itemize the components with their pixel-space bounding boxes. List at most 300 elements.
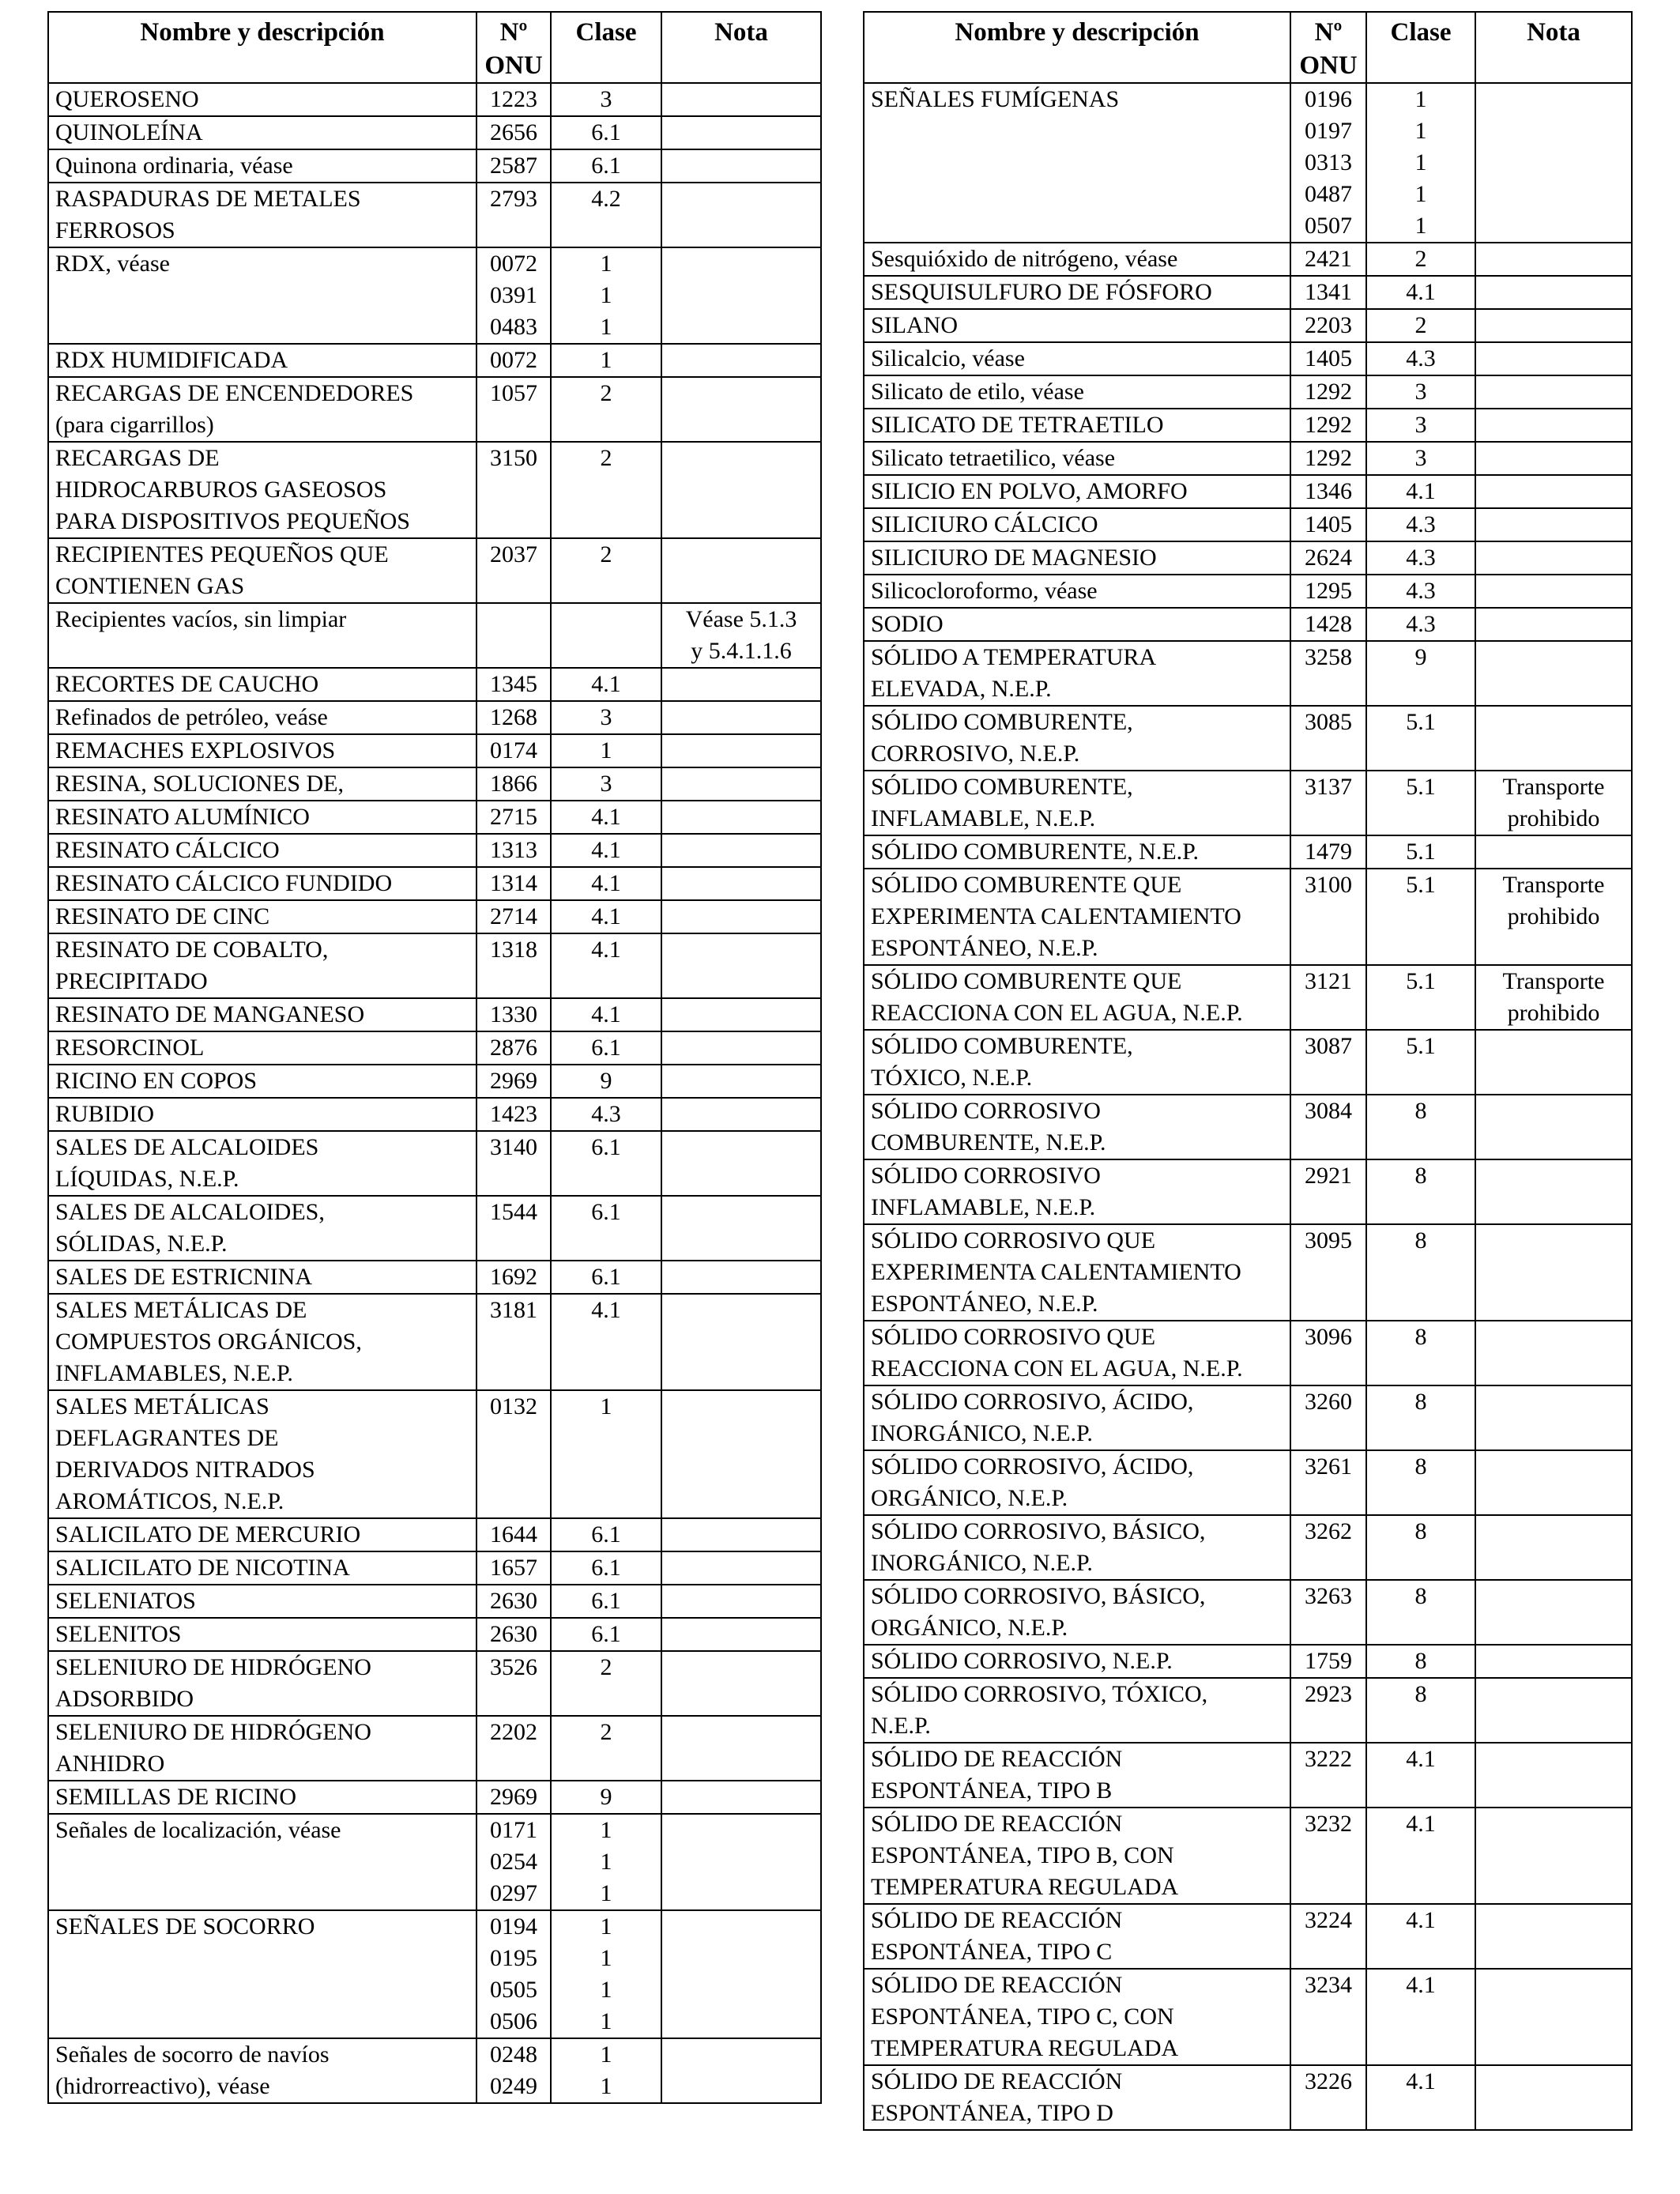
un-number-cell: 1318: [477, 933, 551, 998]
class-cell: 3: [551, 701, 661, 734]
note-cell: [1475, 1450, 1632, 1515]
class-cell: 5.1: [1366, 965, 1475, 1030]
un-number-cell: 3258: [1290, 641, 1366, 706]
substance-name-cell: SILICIURO CÁLCICO: [864, 508, 1290, 541]
class-cell: 6.1: [551, 1585, 661, 1618]
substance-name-cell: SÓLIDO CORROSIVO COMBURENTE, N.E.P.: [864, 1095, 1290, 1159]
note-cell: [661, 442, 821, 538]
substance-name-cell: RESINATO DE COBALTO, PRECIPITADO: [48, 933, 477, 998]
table-row: [48, 1065, 821, 1098]
note-cell: [1475, 1743, 1632, 1808]
table-row: [864, 706, 1632, 771]
note-cell: [1475, 2065, 1632, 2130]
class-cell: 6.1: [551, 116, 661, 149]
table-row: [864, 1904, 1632, 1969]
substance-name-cell: QUEROSENO: [48, 83, 477, 116]
table-row: [48, 1781, 821, 1814]
header-row: [864, 12, 1632, 83]
un-number-cell: 1692: [477, 1261, 551, 1294]
substance-name-cell: SÓLIDO COMBURENTE QUE EXPERIMENTA CALENTAMIENTO ESPONTÁNEO, N.E.P.: [864, 869, 1290, 965]
table-row: [48, 1716, 821, 1781]
substance-name-cell: RDX, véase: [48, 247, 477, 344]
un-number-cell: 3121: [1290, 965, 1366, 1030]
substance-name-cell: SELENITOS: [48, 1618, 477, 1651]
class-cell: 2: [551, 377, 661, 442]
substance-name-cell: RECORTES DE CAUCHO: [48, 668, 477, 701]
table-row: [48, 1390, 821, 1518]
note-cell: [661, 1585, 821, 1618]
note-cell: [661, 1618, 821, 1651]
un-number-cell: 2203: [1290, 309, 1366, 342]
un-number-cell: 1292: [1290, 375, 1366, 409]
substance-name-cell: RESINATO ALUMÍNICO: [48, 801, 477, 834]
class-cell: 8: [1366, 1095, 1475, 1159]
un-number-cell: 1657: [477, 1551, 551, 1585]
note-cell: Transporte prohibido: [1475, 965, 1632, 1030]
table-row: [48, 442, 821, 538]
un-number-cell: 1341: [1290, 276, 1366, 309]
substance-name-cell: SÓLIDO COMBURENTE, INFLAMABLE, N.E.P.: [864, 771, 1290, 835]
note-cell: [661, 247, 821, 344]
class-cell: 4.1: [551, 668, 661, 701]
class-cell: 4.1: [551, 933, 661, 998]
table-row: [48, 998, 821, 1031]
class-cell: 2: [551, 538, 661, 603]
table-row: [48, 344, 821, 377]
table-row: [48, 247, 821, 344]
class-cell: 4.3: [1366, 508, 1475, 541]
class-cell: 5.1: [1366, 869, 1475, 965]
table-row: [864, 375, 1632, 409]
table-row: [48, 933, 821, 998]
substance-name-cell: Señales de socorro de navíos (hidrorreactivo), véase: [48, 2038, 477, 2103]
header-row: [48, 12, 821, 83]
table-row: [864, 771, 1632, 835]
substance-name-cell: REMACHES EXPLOSIVOS: [48, 734, 477, 767]
un-number-cell: 2714: [477, 900, 551, 933]
header-onu: Nº ONU: [1290, 12, 1366, 83]
table-row: [864, 1645, 1632, 1678]
un-number-cell: 2037: [477, 538, 551, 603]
table-row: [48, 1551, 821, 1585]
class-cell: 2: [551, 1651, 661, 1716]
substance-name-cell: SILANO: [864, 309, 1290, 342]
un-number-cell: 3260: [1290, 1385, 1366, 1450]
substance-name-cell: SODIO: [864, 608, 1290, 641]
un-number-cell: 3224: [1290, 1904, 1366, 1969]
note-cell: [661, 668, 821, 701]
class-cell: 4.1: [1366, 276, 1475, 309]
substance-name-cell: SÓLIDO COMBURENTE, N.E.P.: [864, 835, 1290, 869]
table-row: [48, 734, 821, 767]
note-cell: [661, 1294, 821, 1390]
substance-name-cell: SÓLIDO CORROSIVO, BÁSICO, ORGÁNICO, N.E.P.: [864, 1580, 1290, 1645]
class-cell: 3: [551, 767, 661, 801]
class-cell: 3: [1366, 375, 1475, 409]
note-cell: [1475, 475, 1632, 508]
class-cell: 1 1 1: [551, 247, 661, 344]
un-number-cell: 3226: [1290, 2065, 1366, 2130]
substance-name-cell: SEÑALES DE SOCORRO: [48, 1910, 477, 2038]
table-row: [48, 1294, 821, 1390]
un-number-cell: 1292: [1290, 409, 1366, 442]
note-cell: [661, 1390, 821, 1518]
un-number-cell: 1295: [1290, 575, 1366, 608]
substance-name-cell: RESINATO DE MANGANESO: [48, 998, 477, 1031]
note-cell: [661, 1651, 821, 1716]
class-cell: 8: [1366, 1450, 1475, 1515]
class-cell: 4.1: [551, 1294, 661, 1390]
substance-name-cell: RESINATO CÁLCICO FUNDIDO: [48, 867, 477, 900]
class-cell: 6.1: [551, 1196, 661, 1261]
note-cell: [661, 1065, 821, 1098]
note-cell: [661, 344, 821, 377]
table-row: [48, 116, 821, 149]
table-row: [48, 1585, 821, 1618]
class-cell: 4.3: [551, 1098, 661, 1131]
table-row: [864, 1385, 1632, 1450]
substance-name-cell: Silicalcio, véase: [864, 342, 1290, 375]
note-cell: [661, 2038, 821, 2103]
class-cell: 8: [1366, 1159, 1475, 1224]
note-cell: [1475, 1678, 1632, 1743]
un-number-cell: 0072 0391 0483: [477, 247, 551, 344]
substance-name-cell: SÓLIDO CORROSIVO INFLAMABLE, N.E.P.: [864, 1159, 1290, 1224]
substance-name-cell: RECARGAS DE ENCENDEDORES (para cigarrillos): [48, 377, 477, 442]
substance-name-cell: RUBIDIO: [48, 1098, 477, 1131]
substance-name-cell: Señales de localización, véase: [48, 1814, 477, 1910]
table-row: [864, 835, 1632, 869]
table-row: [864, 409, 1632, 442]
class-cell: 1 1 1 1 1: [1366, 83, 1475, 243]
table-row: [48, 1196, 821, 1261]
table-row: [864, 243, 1632, 276]
class-cell: 2: [1366, 243, 1475, 276]
class-cell: 4.1: [551, 998, 661, 1031]
note-cell: [661, 900, 821, 933]
table-row: [48, 801, 821, 834]
substance-name-cell: Silicato tetraetilico, véase: [864, 442, 1290, 475]
substance-name-cell: SALES DE ALCALOIDES, SÓLIDAS, N.E.P.: [48, 1196, 477, 1261]
table-row: [48, 701, 821, 734]
substance-name-cell: SÓLIDO CORROSIVO, BÁSICO, INORGÁNICO, N.E.P.: [864, 1515, 1290, 1580]
class-cell: 1: [551, 734, 661, 767]
substance-name-cell: SÓLIDO CORROSIVO, N.E.P.: [864, 1645, 1290, 1678]
note-cell: [1475, 1385, 1632, 1450]
un-number-cell: 3263: [1290, 1580, 1366, 1645]
un-number-cell: 1223: [477, 83, 551, 116]
table-row: [48, 1814, 821, 1910]
substance-name-cell: SÓLIDO DE REACCIÓN ESPONTÁNEA, TIPO C, CON TEMPERATURA REGULADA: [864, 1969, 1290, 2065]
note-cell: [1475, 1645, 1632, 1678]
table-row: [864, 1224, 1632, 1321]
table-row: [48, 834, 821, 867]
note-cell: [661, 538, 821, 603]
header-name: Nombre y descripción: [48, 12, 477, 83]
substance-name-cell: RESORCINOL: [48, 1031, 477, 1065]
substance-name-cell: SÓLIDO CORROSIVO, TÓXICO, N.E.P.: [864, 1678, 1290, 1743]
class-cell: 4.3: [1366, 541, 1475, 575]
substance-name-cell: RESINA, SOLUCIONES DE,: [48, 767, 477, 801]
table-row: [48, 538, 821, 603]
substance-name-cell: SALICILATO DE NICOTINA: [48, 1551, 477, 1585]
note-cell: [661, 933, 821, 998]
note-cell: [1475, 1904, 1632, 1969]
table-row: [48, 83, 821, 116]
class-cell: 6.1: [551, 1261, 661, 1294]
header-nota: Nota: [1475, 12, 1632, 83]
substance-name-cell: SÓLIDO CORROSIVO QUE REACCIONA CON EL AGUA, N.E.P.: [864, 1321, 1290, 1385]
table-row: [864, 1515, 1632, 1580]
un-number-cell: 2421: [1290, 243, 1366, 276]
substance-name-cell: SALES METÁLICAS DE COMPUESTOS ORGÁNICOS, INFLAMABLES, N.E.P.: [48, 1294, 477, 1390]
table-row: [864, 309, 1632, 342]
substance-name-cell: SELENIATOS: [48, 1585, 477, 1618]
note-cell: [661, 1196, 821, 1261]
substance-name-cell: SELENIURO DE HIDRÓGENO ADSORBIDO: [48, 1651, 477, 1716]
un-number-cell: 3140: [477, 1131, 551, 1196]
un-number-cell: 1759: [1290, 1645, 1366, 1678]
class-cell: 4.1: [551, 801, 661, 834]
substance-name-cell: Recipientes vacíos, sin limpiar: [48, 603, 477, 668]
class-cell: 9: [1366, 641, 1475, 706]
note-cell: [1475, 1515, 1632, 1580]
substance-name-cell: Quinona ordinaria, véase: [48, 149, 477, 183]
substance-name-cell: SÓLIDO DE REACCIÓN ESPONTÁNEA, TIPO B: [864, 1743, 1290, 1808]
note-cell: [661, 1910, 821, 2038]
class-cell: 3: [1366, 442, 1475, 475]
table-row: [48, 1031, 821, 1065]
substance-name-cell: QUINOLEÍNA: [48, 116, 477, 149]
note-cell: [1475, 1580, 1632, 1645]
class-cell: 4.2: [551, 183, 661, 247]
un-number-cell: 2587: [477, 149, 551, 183]
un-number-cell: 3181: [477, 1294, 551, 1390]
note-cell: [661, 1716, 821, 1781]
note-cell: [1475, 375, 1632, 409]
substance-name-cell: RICINO EN COPOS: [48, 1065, 477, 1098]
substance-name-cell: SÓLIDO CORROSIVO, ÁCIDO, INORGÁNICO, N.E.P.: [864, 1385, 1290, 1450]
un-number-cell: 0248 0249: [477, 2038, 551, 2103]
class-cell: 9: [551, 1781, 661, 1814]
class-cell: 2: [551, 1716, 661, 1781]
un-number-cell: 1866: [477, 767, 551, 801]
substances-table-right: [863, 11, 1633, 2131]
note-cell: [661, 867, 821, 900]
substance-name-cell: SILICATO DE TETRAETILO: [864, 409, 1290, 442]
un-number-cell: 0194 0195 0505 0506: [477, 1910, 551, 2038]
substance-name-cell: SALES DE ALCALOIDES LÍQUIDAS, N.E.P.: [48, 1131, 477, 1196]
class-cell: 8: [1366, 1645, 1475, 1678]
table-row: [864, 1678, 1632, 1743]
substance-name-cell: SÓLIDO DE REACCIÓN ESPONTÁNEA, TIPO B, CON TEMPERATURA REGULADA: [864, 1808, 1290, 1904]
table-row: [48, 867, 821, 900]
substance-name-cell: Silicocloroformo, véase: [864, 575, 1290, 608]
substance-name-cell: SÓLIDO DE REACCIÓN ESPONTÁNEA, TIPO C: [864, 1904, 1290, 1969]
substance-name-cell: SÓLIDO A TEMPERATURA ELEVADA, N.E.P.: [864, 641, 1290, 706]
table-row: [864, 276, 1632, 309]
class-cell: 5.1: [1366, 1030, 1475, 1095]
un-number-cell: 0174: [477, 734, 551, 767]
table-row: [864, 2065, 1632, 2130]
un-number-cell: 3084: [1290, 1095, 1366, 1159]
substances-table-left: [47, 11, 822, 2104]
un-number-cell: 3150: [477, 442, 551, 538]
un-number-cell: 0132: [477, 1390, 551, 1518]
class-cell: 1 1 1 1: [551, 1910, 661, 2038]
class-cell: 4.1: [551, 867, 661, 900]
un-number-cell: 1313: [477, 834, 551, 867]
substance-name-cell: SÓLIDO COMBURENTE QUE REACCIONA CON EL AGUA, N.E.P.: [864, 965, 1290, 1030]
note-cell: [661, 1551, 821, 1585]
un-number-cell: 1345: [477, 668, 551, 701]
table-row: [864, 641, 1632, 706]
class-cell: 4.1: [1366, 2065, 1475, 2130]
un-number-cell: 2793: [477, 183, 551, 247]
class-cell: 5.1: [1366, 771, 1475, 835]
un-number-cell: 1057: [477, 377, 551, 442]
un-number-cell: 1405: [1290, 508, 1366, 541]
un-number-cell: 2630: [477, 1618, 551, 1651]
note-cell: [1475, 1095, 1632, 1159]
class-cell: 5.1: [1366, 706, 1475, 771]
note-cell: [1475, 508, 1632, 541]
substance-name-cell: SALES DE ESTRICNINA: [48, 1261, 477, 1294]
note-cell: [1475, 541, 1632, 575]
substance-name-cell: Refinados de petróleo, veáse: [48, 701, 477, 734]
table-row: [48, 1618, 821, 1651]
table-row: [48, 377, 821, 442]
un-number-cell: 3137: [1290, 771, 1366, 835]
un-number-cell: 3261: [1290, 1450, 1366, 1515]
note-cell: [661, 767, 821, 801]
class-cell: 2: [1366, 309, 1475, 342]
table-row: [48, 1910, 821, 2038]
class-cell: 1: [551, 344, 661, 377]
note-cell: [661, 149, 821, 183]
class-cell: 6.1: [551, 1618, 661, 1651]
table-row: [864, 575, 1632, 608]
un-number-cell: 3262: [1290, 1515, 1366, 1580]
class-cell: 8: [1366, 1580, 1475, 1645]
note-cell: [661, 834, 821, 867]
un-number-cell: 2923: [1290, 1678, 1366, 1743]
substance-name-cell: SILICIO EN POLVO, AMORFO: [864, 475, 1290, 508]
un-number-cell: 1405: [1290, 342, 1366, 375]
note-cell: [1475, 309, 1632, 342]
class-cell: 4.1: [1366, 1743, 1475, 1808]
un-number-cell: 2624: [1290, 541, 1366, 575]
class-cell: 4.1: [1366, 475, 1475, 508]
table-row: [48, 1131, 821, 1196]
table-body-right: [864, 83, 1632, 2130]
note-cell: [661, 1781, 821, 1814]
table-row: [48, 603, 821, 668]
class-cell: 1 1: [551, 2038, 661, 2103]
substance-name-cell: SÓLIDO DE REACCIÓN ESPONTÁNEA, TIPO D: [864, 2065, 1290, 2130]
class-cell: 6.1: [551, 1551, 661, 1585]
class-cell: 4.1: [1366, 1808, 1475, 1904]
note-cell: [661, 1031, 821, 1065]
table-row: [864, 1321, 1632, 1385]
note-cell: [1475, 1808, 1632, 1904]
note-cell: [661, 701, 821, 734]
un-number-cell: 1544: [477, 1196, 551, 1261]
un-number-cell: 2656: [477, 116, 551, 149]
class-cell: 1: [551, 1390, 661, 1518]
substance-name-cell: SÓLIDO CORROSIVO QUE EXPERIMENTA CALENTAMIENTO ESPONTÁNEO, N.E.P.: [864, 1224, 1290, 1321]
un-number-cell: 1428: [1290, 608, 1366, 641]
header-name: Nombre y descripción: [864, 12, 1290, 83]
un-number-cell: 3232: [1290, 1808, 1366, 1904]
table-row: [864, 1743, 1632, 1808]
substance-name-cell: SELENIURO DE HIDRÓGENO ANHIDRO: [48, 1716, 477, 1781]
un-number-cell: 1644: [477, 1518, 551, 1551]
class-cell: 2: [551, 442, 661, 538]
substance-name-cell: RESINATO DE CINC: [48, 900, 477, 933]
table-row: [48, 2038, 821, 2103]
class-cell: 6.1: [551, 1131, 661, 1196]
note-cell: [1475, 342, 1632, 375]
note-cell: [661, 801, 821, 834]
table-row: [864, 442, 1632, 475]
note-cell: [661, 183, 821, 247]
class-cell: 8: [1366, 1515, 1475, 1580]
table-row: [864, 608, 1632, 641]
note-cell: [1475, 83, 1632, 243]
table-row: [864, 1159, 1632, 1224]
un-number-cell: 0171 0254 0297: [477, 1814, 551, 1910]
note-cell: [1475, 1030, 1632, 1095]
un-number-cell: 2969: [477, 1781, 551, 1814]
class-cell: 8: [1366, 1224, 1475, 1321]
substance-name-cell: RECARGAS DE HIDROCARBUROS GASEOSOS PARA DISPOSITIVOS PEQUEÑOS: [48, 442, 477, 538]
table-row: [48, 668, 821, 701]
note-cell: [1475, 706, 1632, 771]
table-row: [864, 508, 1632, 541]
un-number-cell: [477, 603, 551, 668]
class-cell: 4.3: [1366, 575, 1475, 608]
note-cell: [661, 1814, 821, 1910]
table-row: [864, 1030, 1632, 1095]
un-number-cell: 1292: [1290, 442, 1366, 475]
substance-name-cell: SÓLIDO COMBURENTE, CORROSIVO, N.E.P.: [864, 706, 1290, 771]
un-number-cell: 2715: [477, 801, 551, 834]
note-cell: [1475, 1321, 1632, 1385]
note-cell: [1475, 243, 1632, 276]
substance-name-cell: SALICILATO DE MERCURIO: [48, 1518, 477, 1551]
un-number-cell: 3085: [1290, 706, 1366, 771]
substance-name-cell: RASPADURAS DE METALES FERROSOS: [48, 183, 477, 247]
note-cell: Transporte prohibido: [1475, 869, 1632, 965]
un-number-cell: 3100: [1290, 869, 1366, 965]
substance-name-cell: SEMILLAS DE RICINO: [48, 1781, 477, 1814]
table-row: [48, 149, 821, 183]
un-number-cell: 1423: [477, 1098, 551, 1131]
class-cell: 6.1: [551, 1031, 661, 1065]
note-cell: [661, 83, 821, 116]
class-cell: 4.1: [1366, 1969, 1475, 2065]
class-cell: 3: [1366, 409, 1475, 442]
table-row: [48, 1651, 821, 1716]
table-row: [864, 1095, 1632, 1159]
class-cell: 4.1: [551, 834, 661, 867]
un-number-cell: 2876: [477, 1031, 551, 1065]
table-row: [864, 869, 1632, 965]
un-number-cell: 3095: [1290, 1224, 1366, 1321]
class-cell: 4.3: [1366, 608, 1475, 641]
un-number-cell: 1479: [1290, 835, 1366, 869]
